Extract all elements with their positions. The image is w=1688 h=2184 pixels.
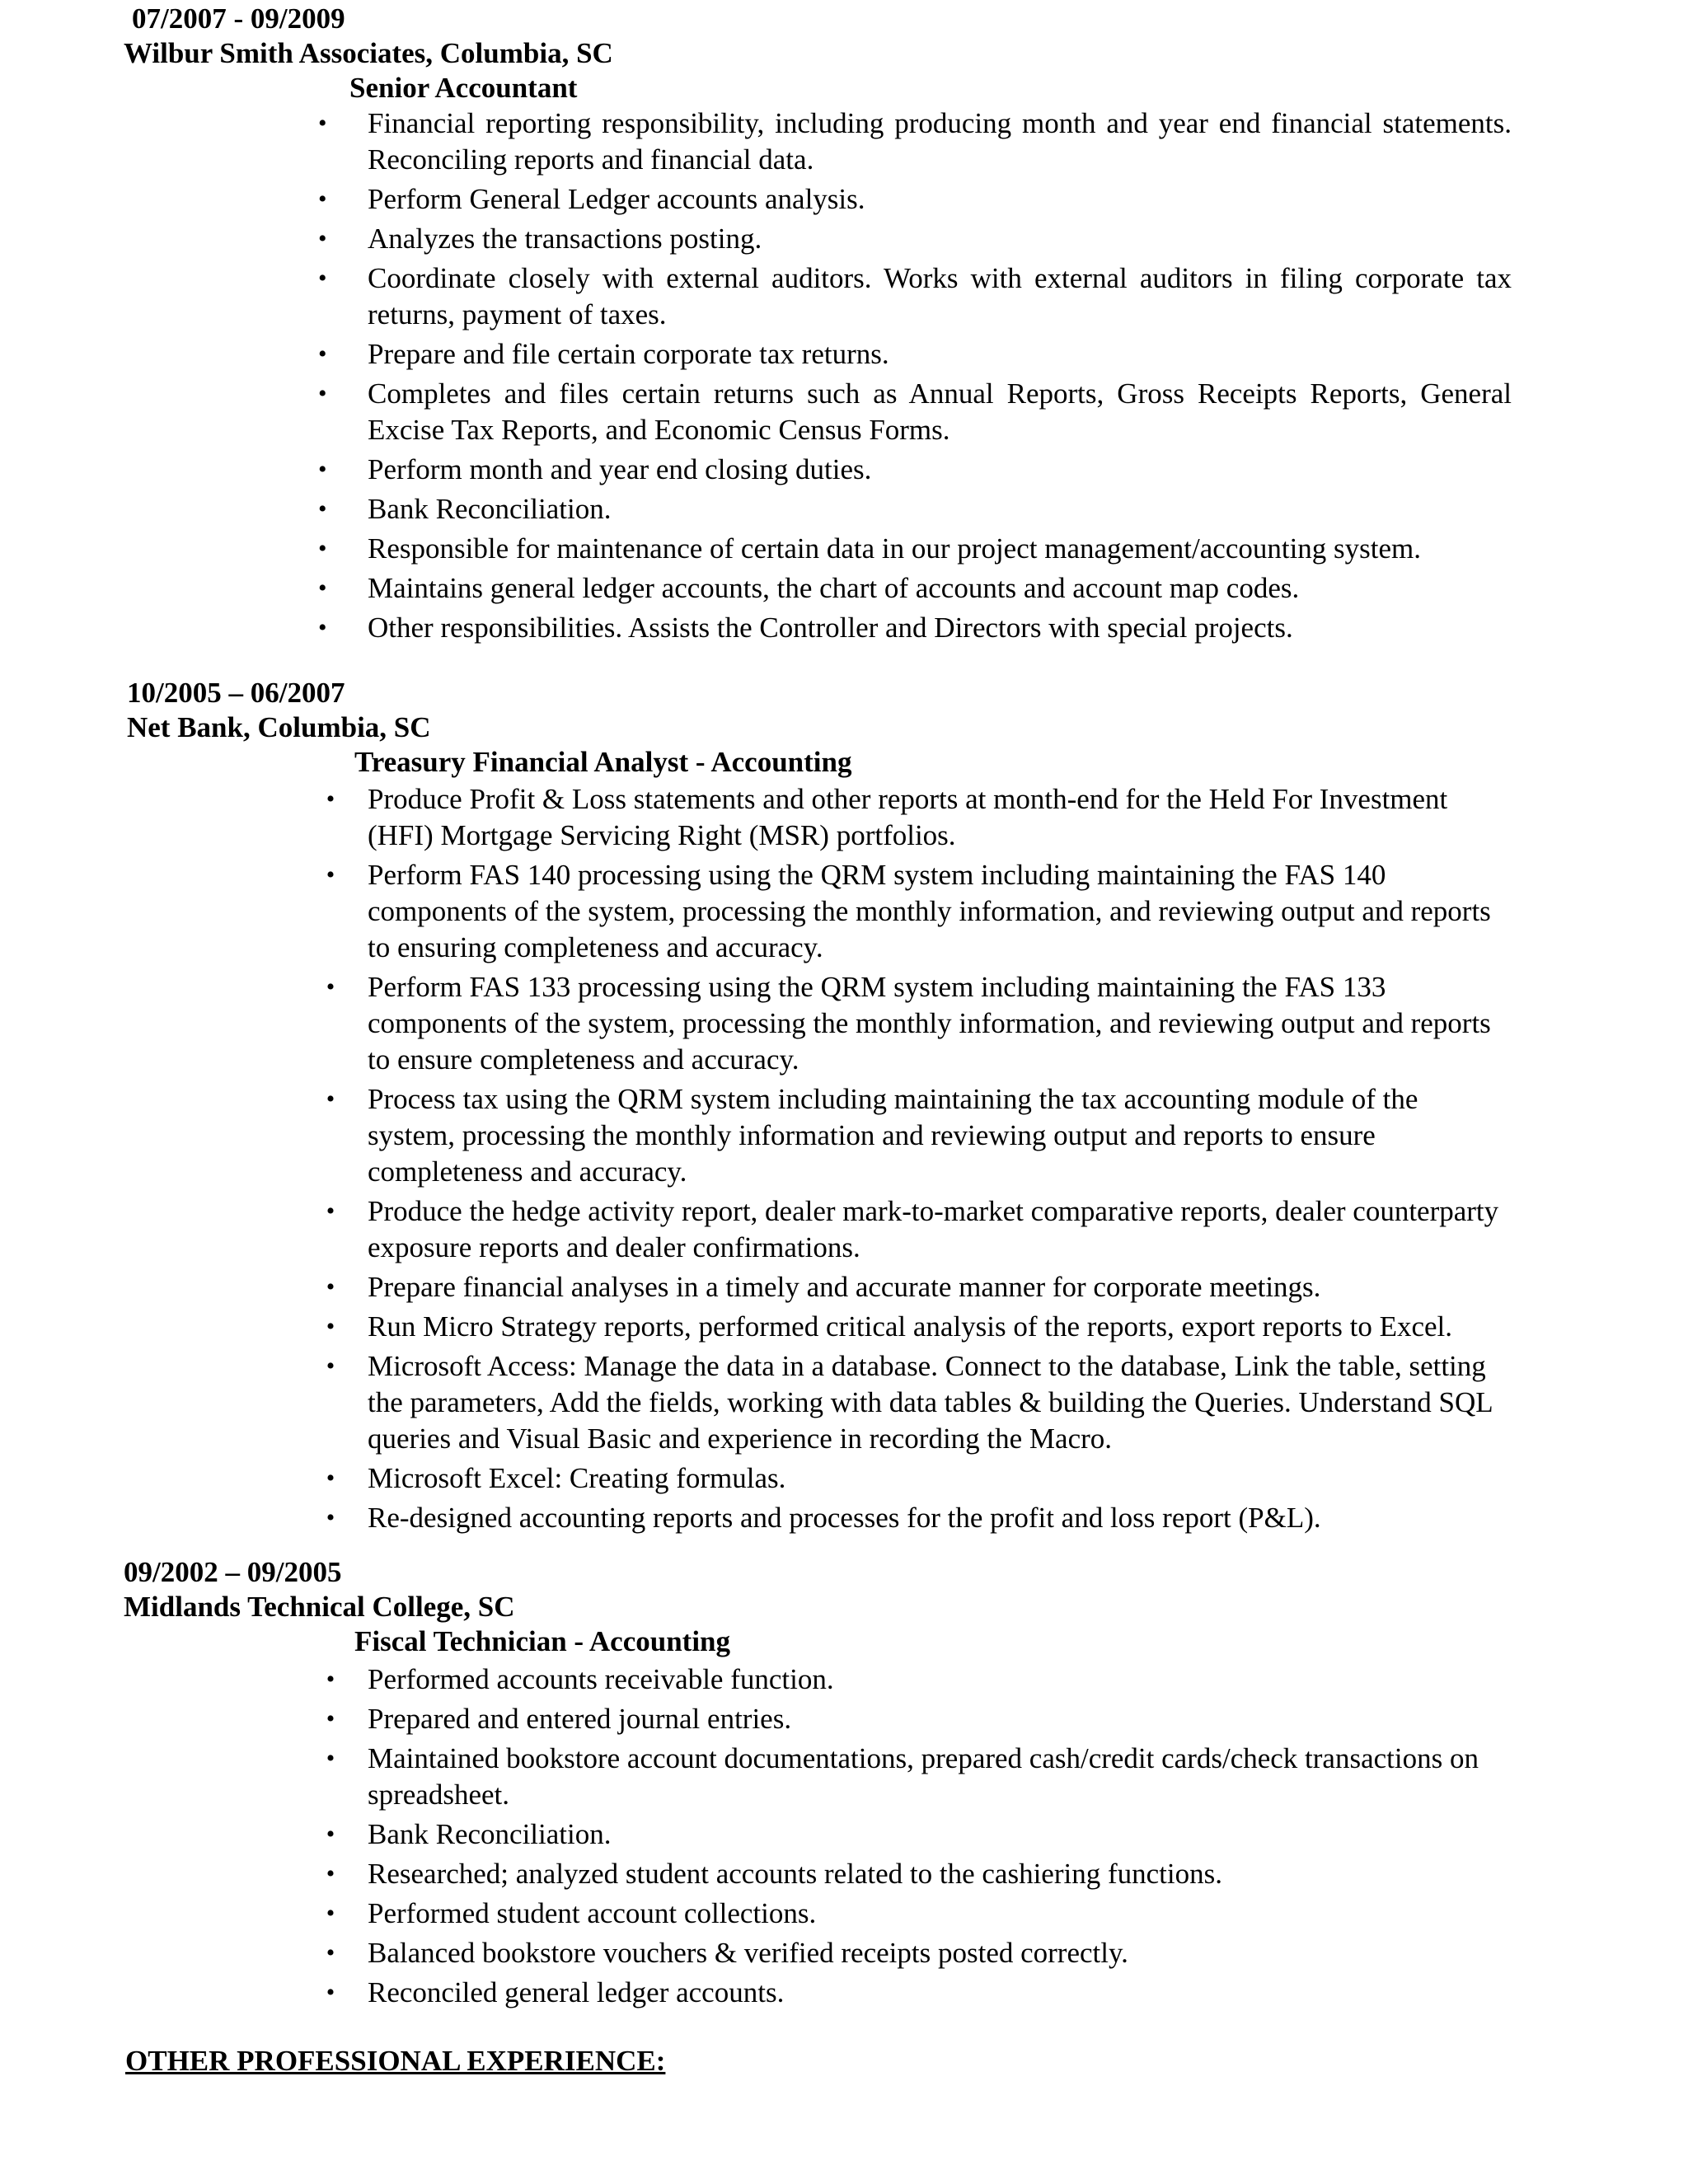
job-bullet-list	[326, 1661, 1512, 2014]
bullet-text: Balanced bookstore vouchers & verified receipts posted correctly.	[368, 1937, 1128, 1969]
bullet-icon: •	[318, 614, 327, 641]
bullet-icon: •	[326, 1900, 335, 1927]
bullet-text: Run Micro Strategy reports, performed critical analysis of the reports, export reports to Excel.	[368, 1310, 1452, 1343]
bullet-icon: •	[326, 1860, 335, 1887]
bullet-icon: •	[326, 1197, 335, 1225]
job-title: Fiscal Technician - Accounting	[354, 1625, 731, 1657]
bullet-item	[318, 610, 1512, 646]
bullet-item	[326, 1269, 1512, 1305]
bullet-text: Produce Profit & Loss statements and other reports at month-end for the Held For Investment (HFI) Mortgage Servicing Right (MSR) portfolios.	[368, 783, 1448, 851]
bullet-item	[326, 1701, 1512, 1737]
job-dates: 07/2007 - 09/2009	[132, 2, 345, 35]
bullet-text: Prepare financial analyses in a timely and accurate manner for corporate meetings.	[368, 1271, 1321, 1303]
job-bullet-list	[326, 781, 1512, 1540]
bullet-text: Maintains general ledger accounts, the chart of accounts and account map codes.	[368, 572, 1300, 604]
bullet-item	[318, 531, 1512, 567]
bullet-text: Bank Reconciliation.	[368, 493, 612, 525]
bullet-icon: •	[326, 1745, 335, 1772]
bullet-item	[326, 1741, 1512, 1813]
bullet-icon: •	[326, 973, 335, 1001]
job-company: Midlands Technical College, SC	[124, 1591, 515, 1623]
bullet-text: Microsoft Excel: Creating formulas.	[368, 1462, 786, 1494]
bullet-item	[318, 105, 1512, 178]
bullet-icon: •	[318, 265, 327, 292]
bullet-icon: •	[326, 1705, 335, 1732]
bullet-item	[326, 1816, 1512, 1853]
job-dates: 09/2002 – 09/2005	[124, 1556, 342, 1588]
bullet-item	[318, 376, 1512, 448]
bullet-text: Produce the hedge activity report, dealer mark-to-market comparative reports, dealer counterparty exposure reports and dealer confirmations.	[368, 1195, 1499, 1263]
bullet-icon: •	[326, 1821, 335, 1848]
bullet-item	[318, 491, 1512, 527]
bullet-icon: •	[326, 1085, 335, 1113]
bullet-text: Responsible for maintenance of certain data in our project management/accounting system.	[368, 532, 1422, 565]
bullet-item	[318, 260, 1512, 333]
bullet-text: Coordinate closely with external auditors. Works with external auditors in filing corporate tax returns, payment of taxes.	[368, 262, 1512, 330]
bullet-item	[326, 1935, 1512, 1971]
bullet-item	[326, 1856, 1512, 1892]
bullet-icon: •	[326, 1979, 335, 2006]
bullet-item	[326, 969, 1512, 1078]
bullet-text: Analyzes the transactions posting.	[368, 223, 762, 255]
bullet-icon: •	[318, 456, 327, 483]
bullet-icon: •	[318, 340, 327, 368]
bullet-icon: •	[326, 1666, 335, 1693]
bullet-item	[326, 781, 1512, 854]
bullet-text: Financial reporting responsibility, including producing month and year end financial statements. Reconciling reports and financial data.	[368, 107, 1512, 176]
job-bullet-list	[318, 105, 1512, 649]
bullet-item	[318, 221, 1512, 257]
bullet-icon: •	[318, 535, 327, 562]
bullet-item	[326, 1975, 1512, 2011]
bullet-icon: •	[326, 785, 335, 813]
job-title: Treasury Financial Analyst - Accounting	[354, 746, 852, 778]
bullet-text: Completes and files certain returns such as Annual Reports, Gross Receipts Reports, General Excise Tax Reports, and Economic Census Forms.	[368, 377, 1512, 446]
bullet-item	[326, 1348, 1512, 1457]
bullet-text: Perform FAS 140 processing using the QRM system including maintaining the FAS 140 components of the system, processing the monthly information, and reviewing output and reports to ensuring completeness and accuracy.	[368, 859, 1491, 963]
bullet-item	[326, 857, 1512, 966]
section-heading-other-experience: OTHER PROFESSIONAL EXPERIENCE:	[125, 2045, 666, 2077]
bullet-item	[326, 1500, 1512, 1536]
bullet-text: Researched; analyzed student accounts related to the cashiering functions.	[368, 1858, 1222, 1890]
bullet-item	[326, 1896, 1512, 1932]
bullet-icon: •	[318, 574, 327, 602]
bullet-text: Microsoft Access: Manage the data in a database. Connect to the database, Link the table, setting the parameters, Add the fields, working with data tables & building the Queries. Understand SQL queries and Visual Basic and experience in recording the Macro.	[368, 1350, 1493, 1455]
bullet-text: Prepared and entered journal entries.	[368, 1703, 792, 1735]
bullet-item	[318, 181, 1512, 218]
bullet-item	[318, 452, 1512, 488]
bullet-icon: •	[326, 1939, 335, 1966]
bullet-icon: •	[318, 225, 327, 252]
bullet-item	[318, 336, 1512, 373]
bullet-text: Perform month and year end closing duties.	[368, 453, 872, 485]
bullet-icon: •	[326, 1504, 335, 1531]
bullet-text: Perform FAS 133 processing using the QRM system including maintaining the FAS 133 components of the system, processing the monthly information, and reviewing output and reports to ensure completeness and accuracy.	[368, 971, 1491, 1076]
job-company: Net Bank, Columbia, SC	[127, 711, 431, 743]
bullet-text: Perform General Ledger accounts analysis.	[368, 183, 865, 215]
bullet-text: Bank Reconciliation.	[368, 1818, 612, 1850]
bullet-icon: •	[326, 1273, 335, 1301]
bullet-text: Reconciled general ledger accounts.	[368, 1976, 785, 2008]
bullet-item	[326, 1309, 1512, 1345]
bullet-icon: •	[326, 1352, 335, 1380]
job-title: Senior Accountant	[349, 72, 578, 104]
bullet-text: Performed student account collections.	[368, 1897, 817, 1929]
bullet-icon: •	[326, 861, 335, 888]
bullet-item	[318, 570, 1512, 607]
bullet-icon: •	[318, 185, 327, 213]
bullet-text: Maintained bookstore account documentations, prepared cash/credit cards/check transactions on spreadsheet.	[368, 1742, 1479, 1811]
bullet-item	[326, 1460, 1512, 1497]
bullet-text: Re-designed accounting reports and processes for the profit and loss report (P&L).	[368, 1502, 1321, 1534]
job-dates: 10/2005 – 06/2007	[127, 677, 345, 709]
bullet-text: Process tax using the QRM system including maintaining the tax accounting module of the system, processing the monthly information and reviewing output and reports to ensure completeness and accuracy.	[368, 1083, 1418, 1188]
bullet-text: Other responsibilities. Assists the Controller and Directors with special projects.	[368, 612, 1293, 644]
bullet-text: Prepare and file certain corporate tax returns.	[368, 338, 889, 370]
bullet-icon: •	[318, 495, 327, 523]
bullet-text: Performed accounts receivable function.	[368, 1663, 834, 1695]
bullet-icon: •	[318, 110, 327, 137]
bullet-icon: •	[326, 1313, 335, 1340]
bullet-icon: •	[318, 380, 327, 407]
bullet-icon: •	[326, 1465, 335, 1492]
bullet-item	[326, 1081, 1512, 1190]
bullet-item	[326, 1661, 1512, 1698]
job-company: Wilbur Smith Associates, Columbia, SC	[124, 37, 613, 69]
bullet-item	[326, 1193, 1512, 1266]
